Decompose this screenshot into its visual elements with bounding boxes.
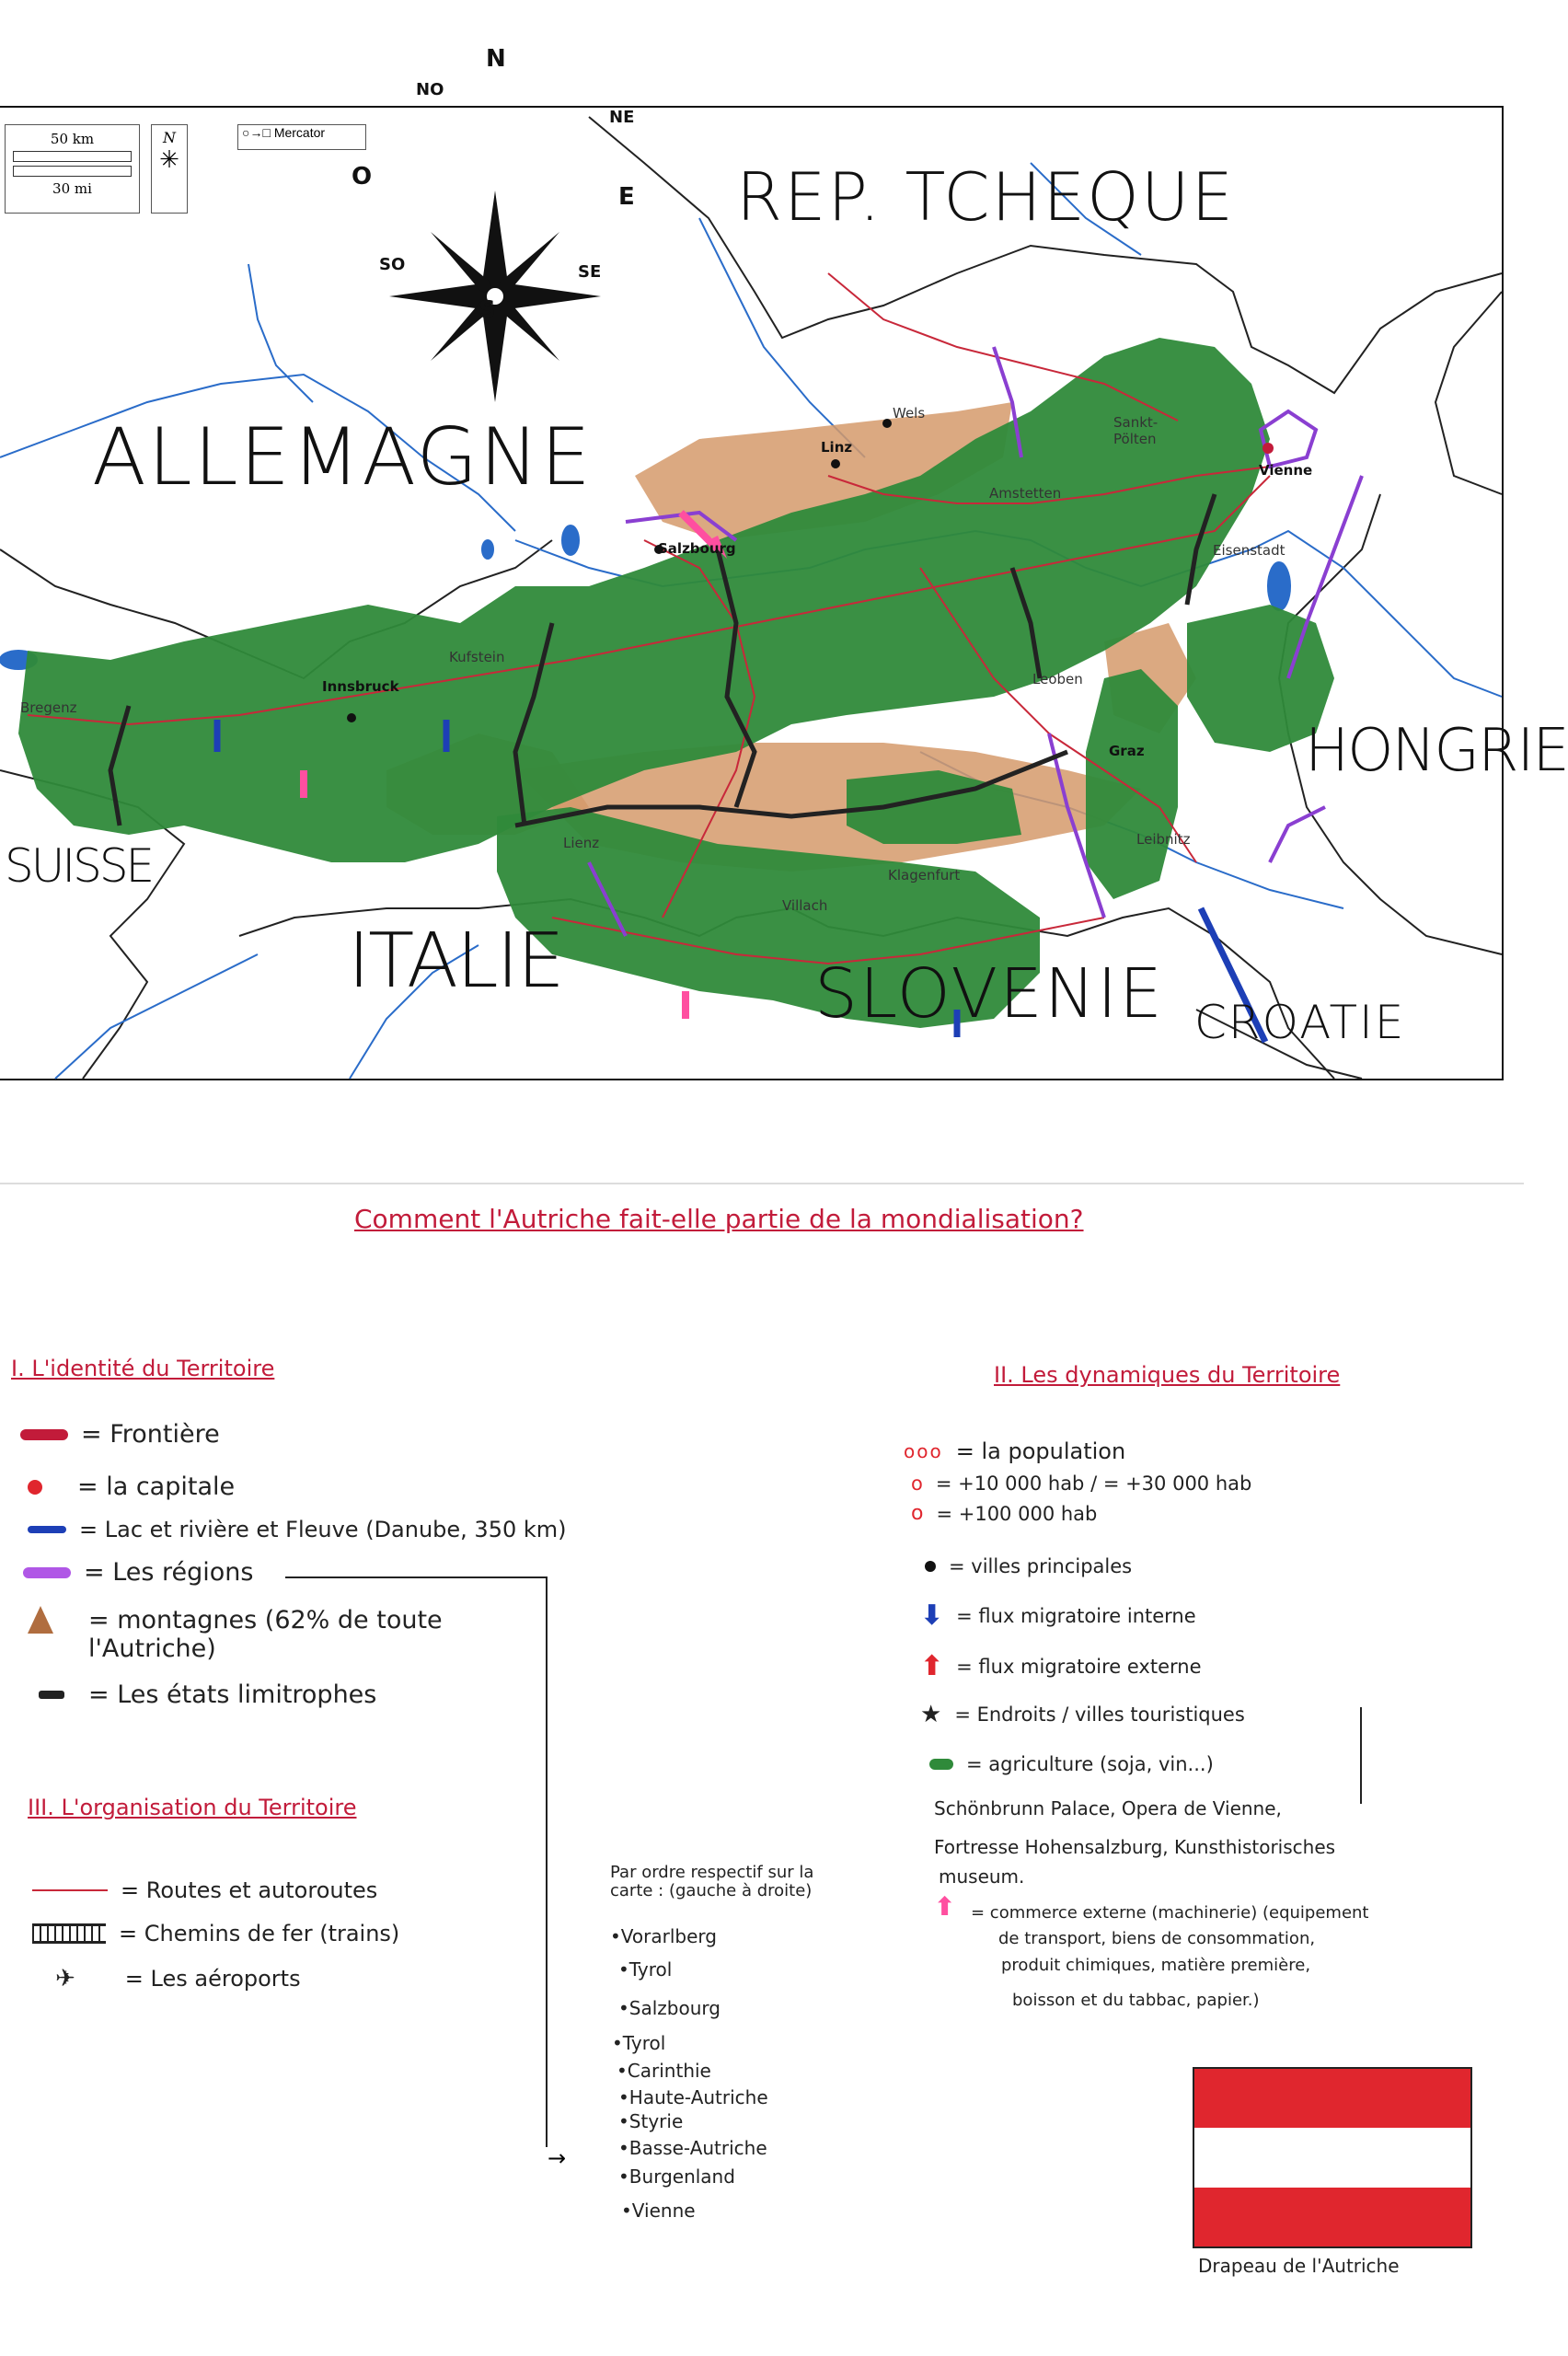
legend-mountain xyxy=(28,1606,521,1663)
section3-title: III. L'organisation du Territoire xyxy=(28,1795,357,1820)
city-linz: Linz xyxy=(821,439,853,456)
legend-tourist-label: = Endroits / villes touristiques xyxy=(954,1703,1245,1726)
region-item: •Vorarlberg xyxy=(610,1925,717,1947)
mountain-icon xyxy=(28,1606,53,1634)
section2-title: II. Les dynamiques du Territoire xyxy=(994,1362,1341,1388)
region-item: •Vienne xyxy=(621,2200,696,2222)
legend-internal-label: = flux migratoire interne xyxy=(956,1604,1196,1627)
region-item: •Carinthie xyxy=(617,2060,711,2082)
airplane-icon: ✈ xyxy=(55,1965,75,1992)
flag-caption: Drapeau de l'Autriche xyxy=(1198,2255,1400,2277)
region-item: •Tyrol xyxy=(612,2032,666,2054)
internal-arrow-icon: ⬇ xyxy=(920,1600,944,1632)
legend-rail-label: = Chemins de fer (trains) xyxy=(119,1921,400,1946)
bracket-vertical xyxy=(546,1576,548,2147)
city-bregenz: Bregenz xyxy=(20,699,77,716)
legend-population-label: = la population xyxy=(955,1438,1126,1464)
legend-agri-label: = agriculture (soja, vin...) xyxy=(966,1753,1214,1775)
region-item: •Salzbourg xyxy=(618,1997,721,2019)
commerce-line: boisson et du tabbac, papier.) xyxy=(1012,1991,1260,2010)
legend-regions xyxy=(23,1558,254,1587)
legend-states-label: = Les états limitrophes xyxy=(88,1680,377,1709)
water-symbol xyxy=(28,1526,66,1533)
legend-pop-large-label: = +100 000 hab xyxy=(936,1502,1098,1525)
map-canvas xyxy=(0,108,1502,1079)
tourist-note-line: Schönbrunn Palace, Opera de Vienne, xyxy=(934,1797,1282,1819)
region-item: •Tyrol xyxy=(618,1958,673,1981)
legend-pop-small xyxy=(911,1472,1251,1495)
legend-external xyxy=(920,1650,1202,1682)
label-slovenie: SLOVENIE xyxy=(814,954,1164,1034)
compass-ne: NE xyxy=(609,108,635,127)
legend-frontier-label: = Frontière xyxy=(81,1420,220,1449)
legend-capital-label: = la capitale xyxy=(77,1472,236,1501)
scale-km: 50 km xyxy=(50,131,95,147)
legend-capital xyxy=(28,1472,235,1501)
city-amstetten: Amstetten xyxy=(989,485,1062,502)
label-allemagne: ALLEMAGNE xyxy=(92,411,593,503)
legend-tourist xyxy=(920,1701,1245,1728)
legend-population xyxy=(904,1438,1125,1464)
city-leibnitz: Leibnitz xyxy=(1136,831,1191,848)
agri-symbol xyxy=(929,1759,953,1770)
compass-o: O xyxy=(352,163,373,191)
north-arrow-icon: ✳ xyxy=(159,146,179,174)
austria-flag xyxy=(1193,2067,1472,2248)
legend-airport xyxy=(55,1965,301,1992)
bracket-arrow-icon: → xyxy=(548,2145,567,2171)
projection-box xyxy=(237,124,366,150)
capital-symbol xyxy=(28,1480,42,1495)
city-innsbruck: Innsbruck xyxy=(322,678,399,695)
regions-symbol xyxy=(23,1567,71,1578)
compass-no: NO xyxy=(416,80,444,99)
legend-states xyxy=(39,1680,376,1709)
city-icon xyxy=(925,1561,936,1572)
compass-e: E xyxy=(618,183,635,211)
bracket-line xyxy=(285,1576,548,1578)
legend-road-label: = Routes et autoroutes xyxy=(121,1877,378,1903)
population-icon: ooo xyxy=(904,1440,943,1462)
commerce-arrow-icon: ⬆ xyxy=(934,1891,956,1922)
compass-se: SE xyxy=(578,262,602,282)
region-item: •Basse-Autriche xyxy=(618,2137,767,2159)
tourist-note-line: Fortresse Hohensalzburg, Kunsthistorisches xyxy=(934,1836,1336,1858)
north-arrow xyxy=(151,124,188,214)
legend-pop-large xyxy=(911,1502,1097,1525)
legend-rail xyxy=(32,1921,399,1946)
city-kufstein: Kufstein xyxy=(449,649,505,665)
city-leoben: Leoben xyxy=(1032,671,1083,687)
scale-mi: 30 mi xyxy=(52,180,92,197)
scale-bar xyxy=(5,124,140,214)
legend-mountain-label: = montagnes (62% de toute l'Autriche) xyxy=(88,1606,443,1663)
city-eisenstadt: Eisenstadt xyxy=(1213,542,1286,559)
region-item: •Burgenland xyxy=(618,2165,735,2188)
legend-internal xyxy=(920,1600,1196,1632)
tourist-bracket xyxy=(1360,1707,1362,1804)
city-vienne: Vienne xyxy=(1259,462,1313,479)
legend-road xyxy=(32,1877,377,1903)
regions-list-header: Par ordre respectif sur la carte : (gauche à droite) xyxy=(610,1863,814,1900)
flag-band-red-bottom xyxy=(1194,2188,1470,2246)
label-croatie: CROATIE xyxy=(1194,996,1406,1049)
label-suisse: SUISSE xyxy=(5,839,153,893)
frontier-symbol xyxy=(20,1429,68,1440)
region-item: •Haute-Autriche xyxy=(618,2086,768,2108)
city-sankt-polten: Sankt-Pölten xyxy=(1113,414,1159,447)
pop-large-icon: o xyxy=(911,1502,924,1525)
star-icon: ★ xyxy=(920,1701,942,1728)
map xyxy=(0,45,1568,1080)
external-arrow-icon: ⬆ xyxy=(920,1650,944,1682)
flag-band-white xyxy=(1194,2128,1470,2187)
label-hongrie: HONGRIE xyxy=(1305,717,1568,785)
city-lienz: Lienz xyxy=(563,835,600,851)
section1-title: I. L'identité du Territoire xyxy=(11,1356,275,1381)
legend-water-label: = Lac et rivière et Fleuve (Danube, 350 km) xyxy=(79,1517,567,1542)
page-title: Comment l'Autriche fait-elle partie de la mondialisation? xyxy=(354,1204,1084,1234)
page-divider xyxy=(0,1183,1524,1184)
rail-symbol xyxy=(32,1923,106,1944)
compass-so: SO xyxy=(379,255,406,274)
region-item: •Styrie xyxy=(618,2110,684,2132)
legend-external-label: = flux migratoire externe xyxy=(956,1655,1202,1678)
legend-city-label: = villes principales xyxy=(949,1555,1133,1577)
flag-band-red-top xyxy=(1194,2069,1470,2128)
commerce-line: de transport, biens de consommation, xyxy=(998,1929,1316,1948)
states-symbol xyxy=(39,1691,64,1699)
commerce-line: = commerce externe (machinerie) (equipement xyxy=(971,1903,1369,1923)
pop-small-icon: o xyxy=(911,1472,923,1495)
legend-airport-label: = Les aéroports xyxy=(124,1966,301,1992)
projection-label: Mercator xyxy=(273,125,326,140)
compass-s: S xyxy=(478,296,496,324)
label-italie: ITALIE xyxy=(348,918,563,1005)
city-wels: Wels xyxy=(893,405,926,422)
city-graz: Graz xyxy=(1109,743,1145,759)
north-letter: N xyxy=(163,129,176,146)
legend-agri xyxy=(929,1753,1214,1775)
road-symbol xyxy=(32,1889,108,1891)
city-salzbourg: Salzbourg xyxy=(658,540,736,557)
compass-n: N xyxy=(486,45,506,73)
legend-water xyxy=(28,1517,567,1542)
tourist-note-line: museum. xyxy=(939,1865,1025,1888)
legend-city xyxy=(925,1555,1132,1577)
projection-icon: ○→□ xyxy=(242,125,271,140)
city-klagenfurt: Klagenfurt xyxy=(888,867,961,884)
legend-frontier xyxy=(20,1420,220,1449)
city-villach: Villach xyxy=(782,897,828,914)
label-rep-tcheque: REP. TCHEQUE xyxy=(736,158,1236,236)
commerce-line: produit chimiques, matière première, xyxy=(1001,1956,1311,1975)
legend-regions-label: = Les régions xyxy=(84,1558,254,1587)
legend-pop-small-label: = +10 000 hab / = +30 000 hab xyxy=(935,1472,1252,1495)
